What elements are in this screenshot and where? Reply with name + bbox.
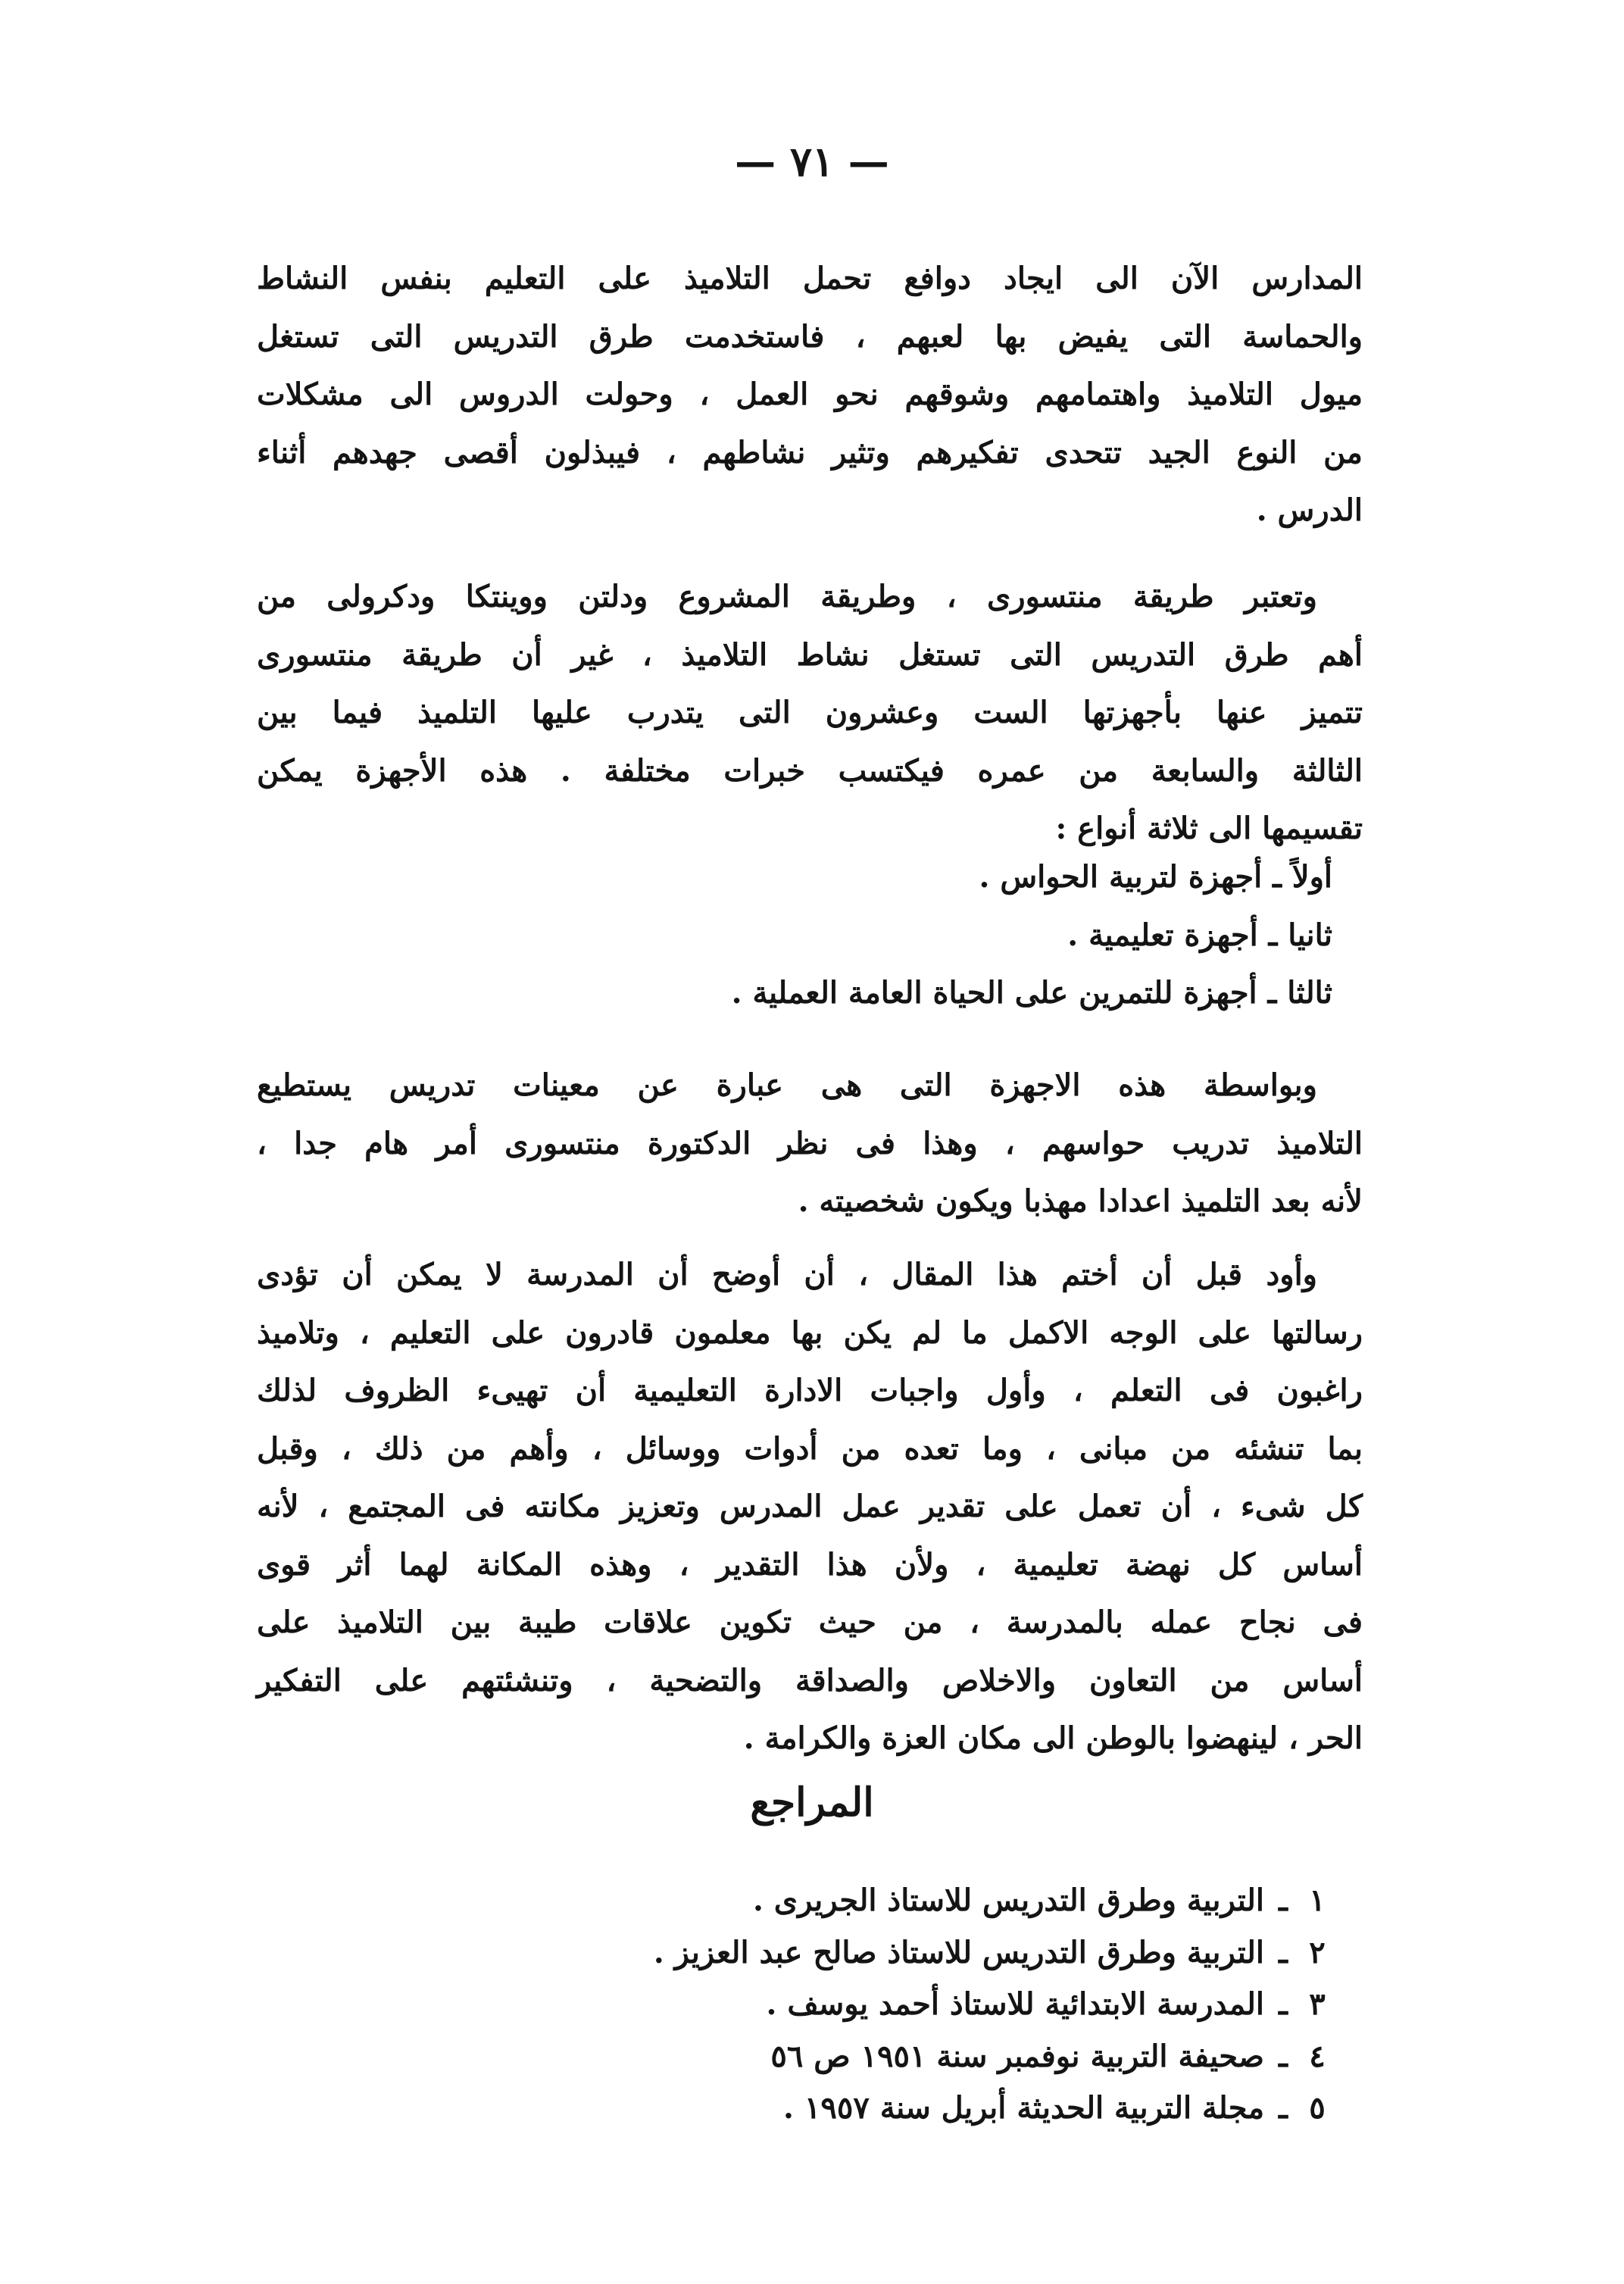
paragraph-1-line: ميول التلاميذ واهتمامهم وشوقهم نحو العمل ، وحولت الدروس الى مشكلات [257, 377, 1363, 412]
reference-dash: ـ [1279, 1986, 1288, 2022]
paragraph-2-line: تقسيمها الى ثلاثة أنواع : [1055, 811, 1363, 846]
paragraph-4-line: فى نجاح عمله بالمدرسة ، من حيث تكوين علاقات طيبة بين التلاميذ على [257, 1604, 1363, 1640]
reference-item [272, 1927, 1332, 1979]
paragraph-1-line: من النوع الجيد تتحدى تفكيرهم وتثير نشاطهم ، فيبذلون أقصى جهدهم أثناء [257, 434, 1363, 470]
reference-item [272, 2031, 1332, 2083]
paragraph-2-line: تتميز عنها بأجهزتها الست وعشرون التى يتدرب عليها التلميذ فيما بين [257, 695, 1363, 730]
paragraph-3-line: التلاميذ تدريب حواسهم ، وهذا فى نظر الدكتورة منتسورى أمر هام جدا ، [257, 1125, 1363, 1161]
reference-number: ٥ [1309, 2090, 1326, 2126]
paragraph-4-line: وأود قبل أن أختم هذا المقال ، أن أوضح أن المدرسة لا يمكن أن تؤدى [257, 1257, 1317, 1292]
paragraph-1-line: والحماسة التى يفيض بها لعبهم ، فاستخدمت طرق التدريس التى تستغل [257, 318, 1363, 355]
reference-dash: ـ [1279, 2090, 1288, 2126]
paragraph-4-line: الحر ، لينهضوا بالوطن الى مكان العزة والكرامة . [743, 1720, 1363, 1756]
reference-text: مجلة التربية الحديثة أبريل سنة ١٩٥٧ . [783, 2090, 1264, 2126]
references-title: المراجع [750, 1779, 874, 1826]
list-item: ثالثا ـ أجهزة للتمرين على الحياة العامة العملية . [731, 975, 1332, 1011]
reference-item [272, 1979, 1332, 2031]
reference-text: التربية وطرق التدريس للاستاذ الجريرى . [752, 1883, 1264, 1918]
reference-number: ٣ [1309, 1986, 1326, 2022]
reference-dash: ـ [1279, 1934, 1288, 1970]
reference-dash: ـ [1279, 1883, 1288, 1918]
reference-number: ٢ [1309, 1934, 1326, 1970]
reference-text: صحيفة التربية نوفمبر سنة ١٩٥١ ص ٥٦ [770, 2038, 1264, 2074]
list-item: ثانيا ـ أجهزة تعليمية . [1067, 917, 1332, 953]
paragraph-3-line: وبواسطة هذه الاجهزة التى هى عبارة عن معينات تدريس يستطيع [257, 1067, 1317, 1103]
reference-dash: ـ [1279, 2038, 1288, 2074]
paragraph-3 [257, 1057, 1363, 1231]
list-item: أولاً ـ أجهزة لتربية الحواس . [979, 859, 1332, 895]
reference-text: التربية وطرق التدريس للاستاذ صالح عبد العزيز . [653, 1934, 1264, 1970]
reference-item [272, 1875, 1332, 1927]
paragraph-4 [257, 1246, 1363, 1768]
reference-text: المدرسة الابتدائية للاستاذ أحمد يوسف . [766, 1986, 1264, 2022]
device-types-list [257, 848, 1363, 1023]
paragraph-1-line: الدرس . [1256, 492, 1363, 528]
paragraph-1-line: المدارس الآن الى ايجاد دوافع تحمل التلاميذ على التعليم بنفس النشاط [257, 261, 1363, 296]
paragraph-2-line: الثالثة والسابعة من عمره فيكتسب خبرات مختلفة . هذه الأجهزة يمكن [257, 752, 1363, 789]
references-list [272, 1875, 1332, 2135]
paragraph-4-line: بما تنشئه من مبانى ، وما تعده من أدوات ووسائل ، وأهم من ذلك ، وقبل [257, 1430, 1363, 1467]
page-number: — ٧١ — [735, 137, 889, 186]
paragraph-4-line: كل شىء ، أن تعمل على تقدير عمل المدرس وتعزيز مكانته فى المجتمع ، لأنه [257, 1489, 1363, 1524]
paragraph-4-line: راغبون فى التعلم ، وأول واجبات الادارة التعليمية أن تهيىء الظروف لذلك [257, 1373, 1363, 1408]
reference-item [272, 2082, 1332, 2135]
paragraph-2-line: أهم طرق التدريس التى تستغل نشاط التلاميذ ، غير أن طريقة منتسورى [257, 636, 1363, 673]
paragraph-1 [257, 250, 1363, 540]
reference-number: ٤ [1309, 2038, 1326, 2074]
paragraph-4-line: رسالتها على الوجه الاكمل ما لم يكن بها معلمون قادرون على التعليم ، وتلاميذ [257, 1314, 1363, 1351]
paragraph-4-line: أساس كل نهضة تعليمية ، ولأن هذا التقدير ، وهذه المكانة لهما أثر قوى [257, 1546, 1363, 1583]
paragraph-4-line: أساس من التعاون والاخلاص والصداقة والتضحية ، وتنشئتهم على التفكير [257, 1662, 1363, 1698]
reference-number: ١ [1309, 1883, 1326, 1918]
paragraph-2-line: وتعتبر طريقة منتسورى ، وطريقة المشروع ودلتن ووينتكا ودكرولى من [257, 579, 1317, 614]
paragraph-2 [257, 568, 1363, 858]
paragraph-3-line: لأنه بعد التلميذ اعدادا مهذبا ويكون شخصيته . [798, 1183, 1363, 1219]
